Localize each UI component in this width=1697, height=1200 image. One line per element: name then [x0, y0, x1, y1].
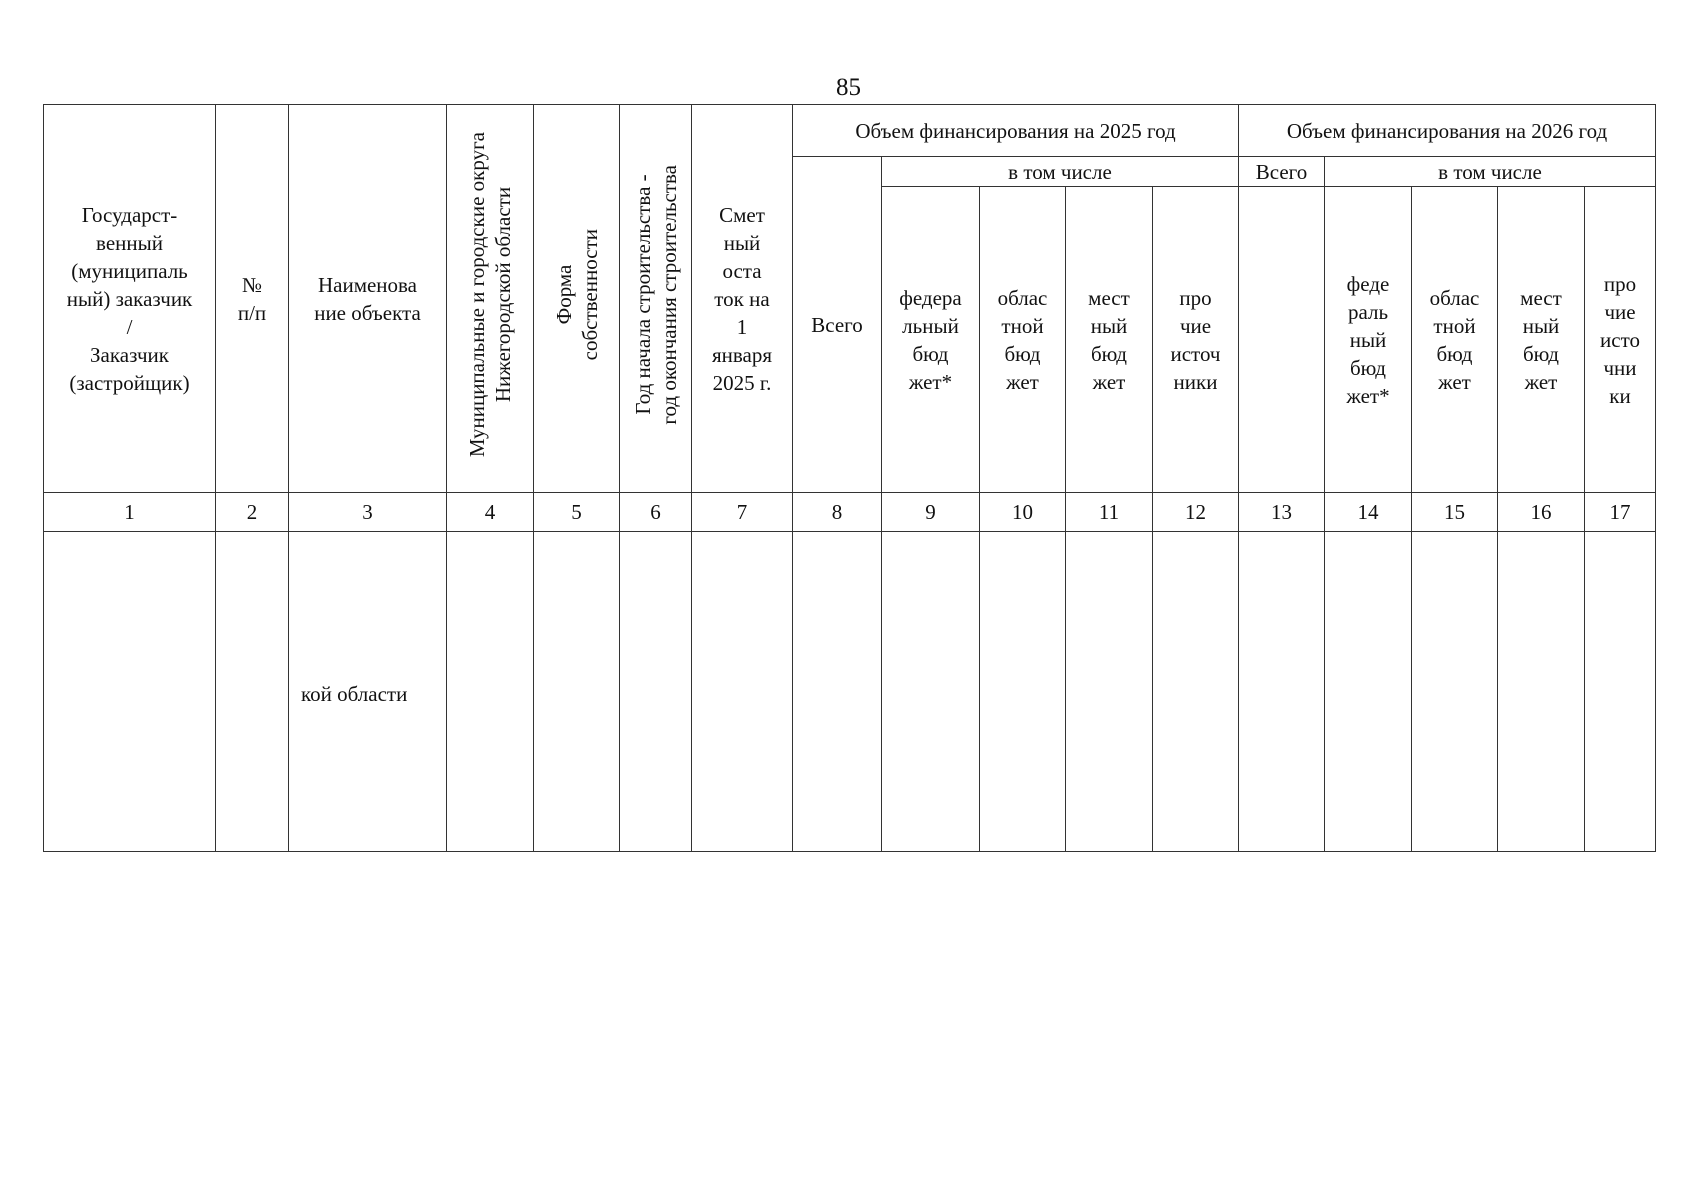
header-customer: Государст- венный (муниципаль ный) заказчик / Заказчик (застройщик) — [44, 105, 216, 493]
column-number: 8 — [793, 493, 882, 532]
header-construction-years: Год начала строительства - год окончания строительства — [620, 105, 692, 493]
column-number: 4 — [447, 493, 534, 532]
cell-ownership — [534, 532, 620, 852]
header-other-2026: про чие исто чни ки — [1585, 187, 1656, 493]
column-number: 17 — [1585, 493, 1656, 532]
cell-estimate-balance — [692, 532, 793, 852]
header-local-2026: мест ный бюд жет — [1498, 187, 1585, 493]
header-total-2026-empty — [1239, 187, 1325, 493]
column-number: 3 — [289, 493, 447, 532]
header-federal-2026: феде раль ный бюд жет* — [1325, 187, 1412, 493]
table-row — [44, 532, 1656, 852]
header-federal-2025: федера льный бюд жет* — [882, 187, 980, 493]
cell-total-2026 — [1239, 532, 1325, 852]
cell-federal-2025 — [882, 532, 980, 852]
cell-federal-2026 — [1325, 532, 1412, 852]
header-other-2025: про чие источ ники — [1153, 187, 1239, 493]
column-number-row — [44, 493, 1656, 532]
header-including-2025: в том числе — [882, 157, 1239, 187]
header-including-2026: в том числе — [1325, 157, 1656, 187]
financing-table — [43, 104, 1656, 852]
header-local-2025: мест ный бюд жет — [1066, 187, 1153, 493]
header-regional-2026: облас тной бюд жет — [1412, 187, 1498, 493]
cell-local-2026 — [1498, 532, 1585, 852]
column-number: 5 — [534, 493, 620, 532]
cell-local-2025 — [1066, 532, 1153, 852]
column-number: 1 — [44, 493, 216, 532]
header-row-number: № п/п — [216, 105, 289, 493]
column-number: 14 — [1325, 493, 1412, 532]
header-object-name: Наименова ние объекта — [289, 105, 447, 493]
header-financing-2026: Объем финансирования на 2026 год — [1239, 105, 1656, 157]
column-number: 6 — [620, 493, 692, 532]
cell-regional-2025 — [980, 532, 1066, 852]
header-total-2026: Всего — [1239, 157, 1325, 187]
header-regional-2025: облас тной бюд жет — [980, 187, 1066, 493]
column-number: 16 — [1498, 493, 1585, 532]
cell-object-name: кой области — [289, 532, 447, 852]
column-number: 11 — [1066, 493, 1153, 532]
header-estimate-balance: Смет ный оста ток на 1 января 2025 г. — [692, 105, 793, 493]
column-number: 7 — [692, 493, 793, 532]
cell-other-2026 — [1585, 532, 1656, 852]
cell-total-2025 — [793, 532, 882, 852]
header-districts: Муниципальные и городские округа Нижегородской области — [447, 105, 534, 493]
page-number: 85 — [836, 74, 861, 101]
cell-districts — [447, 532, 534, 852]
column-number: 13 — [1239, 493, 1325, 532]
cell-regional-2026 — [1412, 532, 1498, 852]
cell-row-number — [216, 532, 289, 852]
header-ownership: Форма собственности — [534, 105, 620, 493]
header-total-2025: Всего — [793, 157, 882, 493]
header-financing-2025: Объем финансирования на 2025 год — [793, 105, 1239, 157]
cell-other-2025 — [1153, 532, 1239, 852]
cell-customer — [44, 532, 216, 852]
column-number: 2 — [216, 493, 289, 532]
column-number: 15 — [1412, 493, 1498, 532]
column-number: 9 — [882, 493, 980, 532]
column-number: 12 — [1153, 493, 1239, 532]
cell-construction-years — [620, 532, 692, 852]
column-number: 10 — [980, 493, 1066, 532]
